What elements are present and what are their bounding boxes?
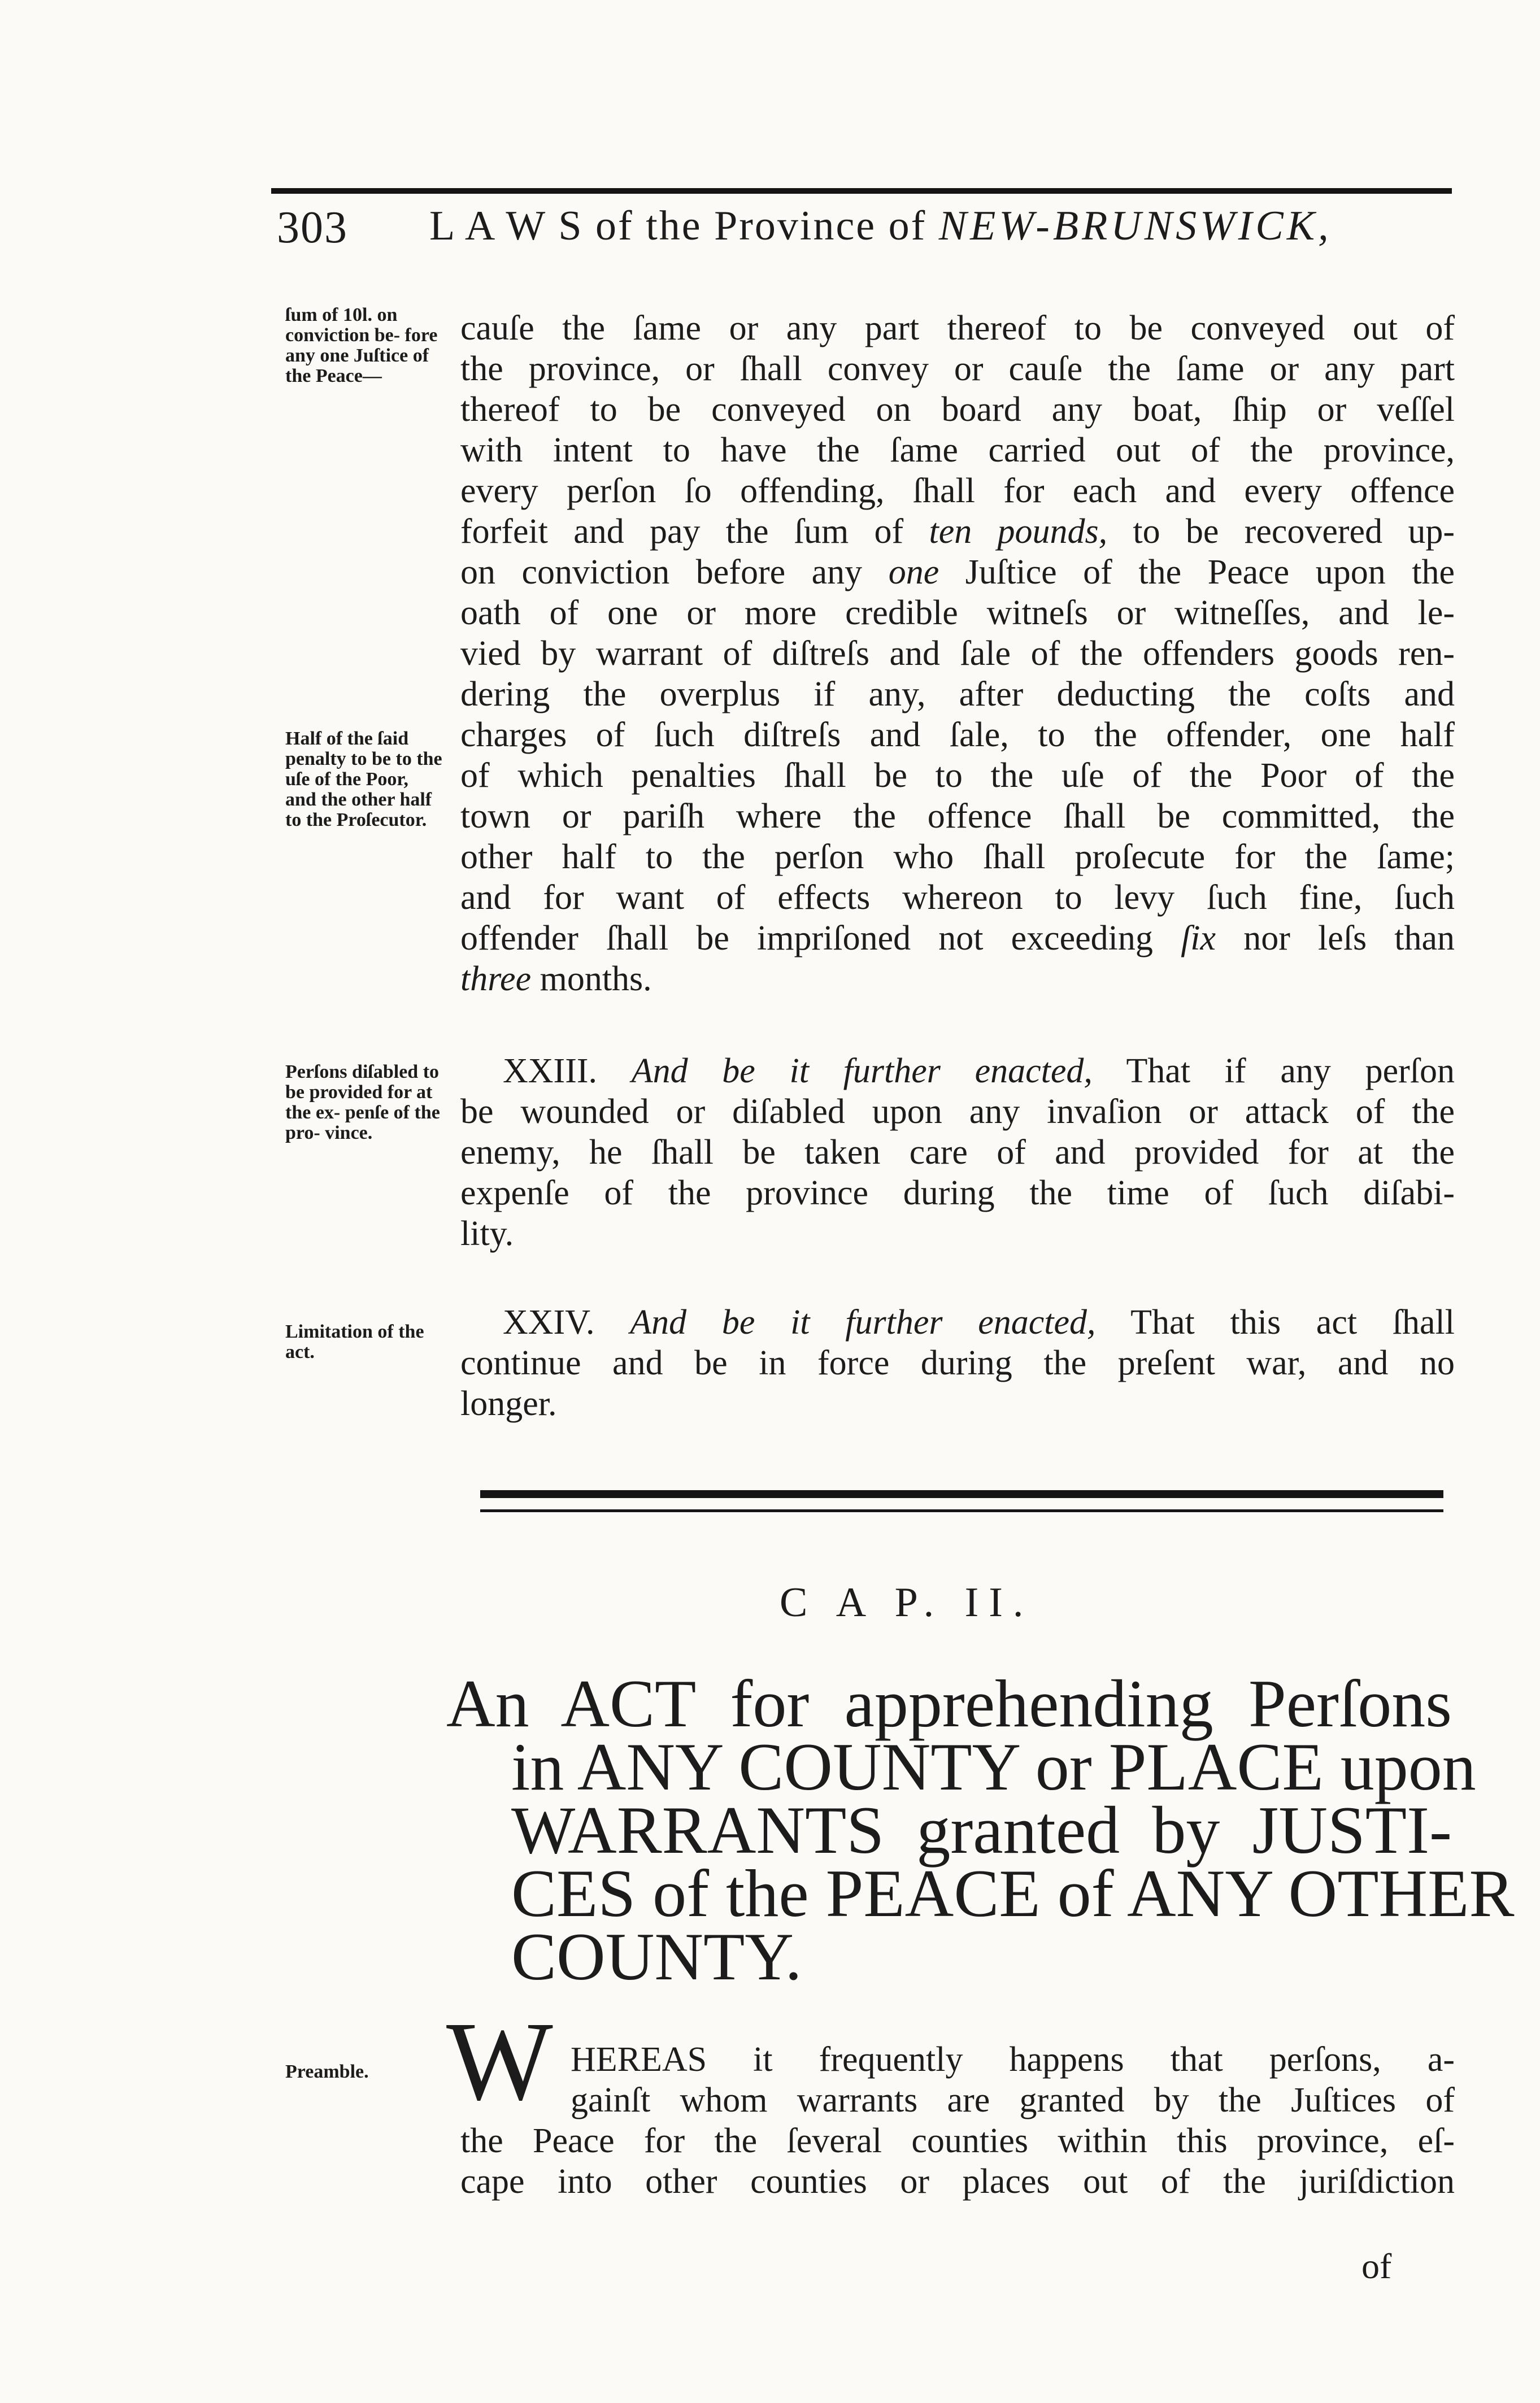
text-run: forfeit and pay the ſum of	[460, 512, 904, 551]
margin-note-preamble: Preamble.	[285, 2061, 369, 2082]
body-line: be wounded or diſabled upon any invaſion or attack of the	[460, 1092, 1455, 1131]
preamble-line: HEREAS it frequently happens that perſons, a-	[571, 2040, 1455, 2079]
body-line: continue and be in force during the preſent war, and no	[460, 1344, 1455, 1382]
text-run: nor leſs than	[1243, 919, 1455, 957]
running-head-prefix: L A W S of the Province of	[429, 203, 939, 249]
preamble-line: the Peace for the ſeveral counties within this province, eſ-	[460, 2122, 1455, 2160]
separator-rule-thin	[480, 1509, 1443, 1512]
margin-note-disabled-persons: Perſons diſabled to be provided for at the ex- penſe of the pro- vince.	[285, 1061, 440, 1143]
body-line: vied by warrant of diſtreſs and ſale of the offenders goods ren-	[460, 634, 1455, 673]
header-rule	[271, 188, 1452, 194]
chapter-heading: C A P. II.	[780, 1579, 1034, 1626]
body-line: lity.	[460, 1214, 514, 1253]
body-line: every perſon ſo offending, ſhall for each and every offence	[460, 472, 1455, 510]
act-title-line: CES of the PEACE of ANY OTHER	[511, 1856, 1515, 1931]
text-run: on conviction before any	[460, 553, 863, 591]
body-line: thereof to be conveyed on board any boat, ſhip or veſſel	[460, 390, 1455, 429]
section-24-first-line	[503, 1302, 1455, 1343]
margin-note-penalty: ſum of 10l. on conviction be- fore any one Juſtice of the Peace—	[285, 304, 438, 386]
enacting-clause: And be it further enacted,	[630, 1303, 1096, 1342]
body-line: town or pariſh where the offence ſhall be committed, the	[460, 797, 1455, 835]
section-number: XXIII.	[503, 1052, 597, 1090]
drop-cap: W	[446, 1999, 553, 2124]
body-line: other half to the perſon who ſhall proſecute for the ſame;	[460, 838, 1455, 876]
act-title-line: An ACT for apprehending Perſons	[446, 1666, 1452, 1741]
body-line: oath of one or more credible witneſs or witneſſes, and le-	[460, 594, 1455, 632]
one-word: one	[888, 553, 939, 591]
body-line: of which penalties ſhall be to the uſe of the Poor of the	[460, 756, 1455, 795]
body-line: and for want of effects whereon to levy ſuch fine, ſuch	[460, 878, 1455, 917]
margin-note-limitation: Limitation of the act.	[285, 1321, 424, 1362]
body-line: the province, or ſhall convey or cauſe the ſame or any part	[460, 350, 1455, 388]
body-line: expenſe of the province during the time of ſuch diſabi-	[460, 1174, 1455, 1212]
three-word: three	[460, 960, 532, 998]
text-run: Juſtice of the Peace upon the	[965, 553, 1455, 591]
enacting-clause: And be it further enacted,	[631, 1052, 1093, 1090]
text-run: to be recovered up-	[1133, 512, 1455, 551]
text-run: months.	[540, 960, 652, 998]
body-line: enemy, he ſhall be taken care of and provided for at the	[460, 1133, 1455, 1172]
text-run: offender ſhall be impriſoned not exceeding	[460, 919, 1153, 957]
body-line: with intent to have the ſame carried out of the province,	[460, 431, 1455, 469]
separator-rule	[480, 1490, 1443, 1498]
body-line: charges of ſuch diſtreſs and ſale, to the offender, one half	[460, 716, 1455, 754]
catchword: of	[1361, 2246, 1392, 2286]
body-line	[460, 959, 1455, 999]
running-head	[429, 202, 1332, 250]
act-title-line: WARRANTS granted by JUSTI-	[511, 1792, 1452, 1867]
running-head-province: NEW-BRUNSWICK,	[938, 203, 1332, 249]
text-run: That if any perſon	[1126, 1052, 1455, 1090]
body-line: dering the overplus if any, after deducting the coſts and	[460, 675, 1455, 713]
section-23-first-line	[503, 1051, 1455, 1091]
preamble-line: gainſt whom warrants are granted by the Juſtices of	[571, 2081, 1455, 2119]
ten-pounds: ten pounds,	[929, 512, 1108, 551]
act-title-line: COUNTY.	[511, 1919, 802, 1994]
page-number: 303	[277, 203, 348, 253]
body-line: cauſe the ſame or any part thereof to be conveyed out of	[460, 309, 1455, 347]
body-line	[460, 552, 1455, 593]
body-line	[460, 511, 1455, 552]
preamble-line: cape into other counties or places out of the juriſdiction	[460, 2162, 1455, 2201]
text-run: That this act ſhall	[1130, 1303, 1455, 1342]
margin-note-half-penalty: Half of the ſaid penalty to be to the uſe of the Poor, and the other half to the Proſecutor.	[285, 728, 442, 830]
section-number: XXIV.	[503, 1303, 595, 1342]
body-line: longer.	[460, 1385, 557, 1423]
six-word: ſix	[1181, 919, 1216, 957]
body-line	[460, 918, 1455, 959]
act-title-line: in ANY COUNTY or PLACE upon	[511, 1729, 1476, 1804]
